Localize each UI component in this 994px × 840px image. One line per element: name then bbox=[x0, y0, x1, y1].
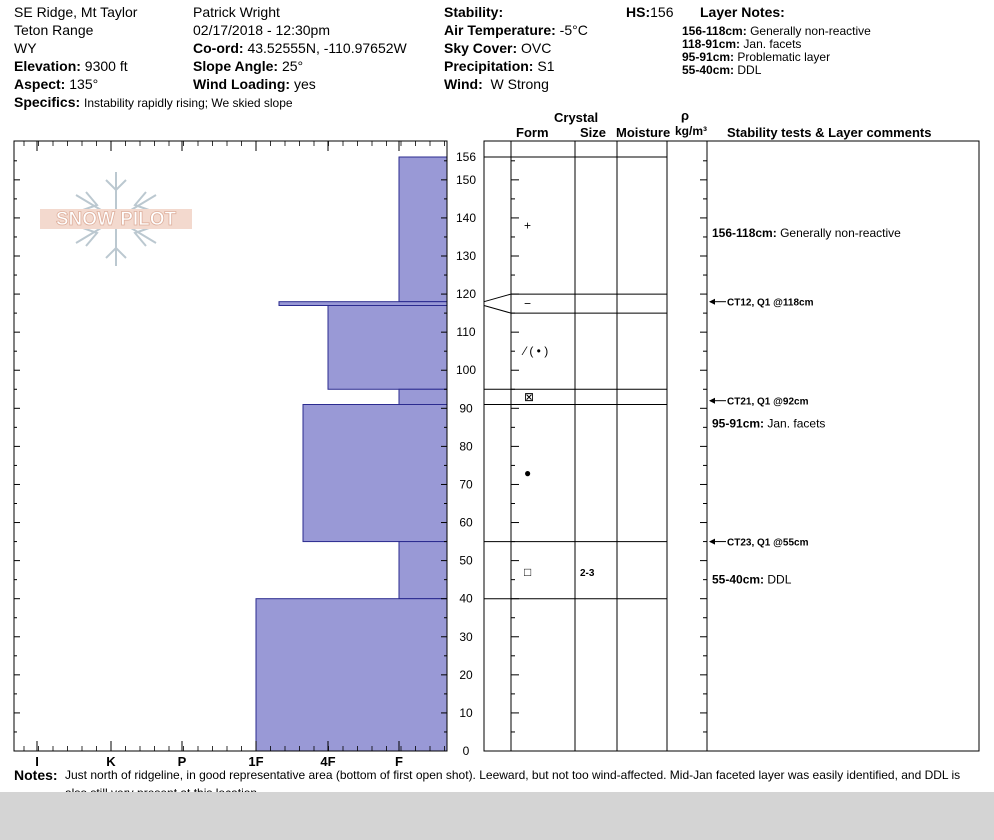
grain-form-symbol: − bbox=[524, 296, 532, 311]
layer-note-range: 95-91cm: bbox=[682, 50, 735, 64]
layer-connector bbox=[484, 294, 511, 302]
logo-text: SNOW PILOT bbox=[55, 209, 177, 230]
elevation-label: Elevation: bbox=[14, 58, 81, 74]
layer-comment bbox=[712, 573, 792, 587]
height-tick-label: 150 bbox=[455, 172, 477, 187]
wind-label: Wind: bbox=[444, 76, 483, 92]
moisture-header: Moisture bbox=[616, 125, 671, 140]
bottom-gray-bar bbox=[0, 792, 994, 840]
height-tick-label: 0 bbox=[462, 744, 470, 758]
hardness-tick-label: K bbox=[106, 754, 116, 769]
height-tick-label: 10 bbox=[459, 705, 473, 720]
stability-test-label: CT12, Q1 @118cm bbox=[727, 297, 814, 309]
hardness-bar bbox=[399, 157, 447, 302]
layer-note-range: 55-40cm: bbox=[682, 63, 735, 77]
hs-value: 156 bbox=[650, 4, 674, 20]
height-tick-label: 120 bbox=[455, 287, 477, 302]
hardness-bar bbox=[399, 542, 447, 599]
specifics-value: Instability rapidly rising; We skied slope bbox=[84, 96, 293, 110]
layer-note-range: 118-91cm: bbox=[682, 37, 741, 51]
air-temp-value: -5°C bbox=[559, 22, 588, 38]
stability-comments-header: Stability tests & Layer comments bbox=[727, 125, 932, 140]
form-header: Form bbox=[516, 125, 549, 140]
height-tick-label: 70 bbox=[459, 477, 473, 492]
snowpilot-logo bbox=[40, 172, 192, 266]
precip-value: S1 bbox=[537, 58, 555, 74]
layer-note-text: Problematic layer bbox=[737, 50, 831, 64]
grain-size-label: 2-3 bbox=[580, 568, 595, 580]
hardness-tick-label: 4F bbox=[320, 754, 336, 769]
elevation-value: 9300 ft bbox=[84, 58, 128, 74]
stability-test-label: CT23, Q1 @55cm bbox=[727, 537, 809, 549]
aspect-label: Aspect: bbox=[14, 76, 66, 92]
height-tick-label: 90 bbox=[459, 401, 473, 416]
hardness-bar bbox=[303, 405, 447, 542]
sky-value: OVC bbox=[521, 40, 552, 56]
hardness-bars bbox=[256, 157, 447, 751]
wind-loading-label: Wind Loading: bbox=[193, 76, 291, 92]
height-tick-label: 40 bbox=[459, 591, 473, 606]
layer-note-text: Jan. facets bbox=[743, 37, 802, 51]
hardness-tick-label: I bbox=[35, 754, 39, 769]
hs-label: HS: bbox=[626, 4, 651, 20]
state: WY bbox=[14, 40, 37, 56]
notes-text-line1: Just north of ridgeline, in good representative area (bottom of first open shot). Leeward, but not too wind-affected. Mid-Jan faceted layer was easily identified, and DDL is bbox=[65, 768, 961, 782]
aspect-value: 135° bbox=[69, 76, 99, 92]
layer-comment-range: 156-118cm: bbox=[712, 226, 781, 241]
coord-value: 43.52555N, -110.97652W bbox=[247, 40, 407, 56]
grain-form-symbol: ● bbox=[524, 466, 532, 481]
hardness-bar bbox=[399, 389, 447, 404]
layer-connector bbox=[484, 306, 511, 314]
density-rho-header: ρ bbox=[681, 108, 690, 123]
height-tick-label: 110 bbox=[456, 325, 476, 340]
height-tick-label: 50 bbox=[459, 553, 473, 568]
height-tick-label: 156 bbox=[455, 150, 477, 164]
layer-comment-text: Generally non-reactive bbox=[780, 226, 901, 241]
height-tick-label: 130 bbox=[455, 249, 477, 263]
specifics-label: Specifics: bbox=[14, 94, 81, 110]
height-tick-label: 60 bbox=[459, 515, 473, 530]
grain-form-symbol: ⁄ ( • ) bbox=[524, 344, 549, 359]
layer-comment-text: DDL bbox=[767, 572, 792, 587]
grain-form-symbol: ⊠ bbox=[524, 389, 535, 404]
precip-label: Precipitation: bbox=[444, 58, 534, 74]
layer-comment bbox=[712, 417, 825, 431]
grain-form-symbol: □ bbox=[524, 565, 532, 580]
observer: Patrick Wright bbox=[193, 4, 280, 20]
arrow-head-icon bbox=[709, 299, 715, 305]
layer-notes-title: Layer Notes: bbox=[700, 4, 785, 20]
location-name: SE Ridge, Mt Taylor bbox=[14, 4, 138, 20]
layer-comment-range: 55-40cm: bbox=[712, 572, 768, 587]
size-header: Size bbox=[580, 125, 607, 140]
hardness-bar bbox=[279, 302, 447, 306]
arrow-head-icon bbox=[709, 539, 715, 545]
datetime: 02/17/2018 - 12:30pm bbox=[193, 22, 330, 38]
hardness-bar bbox=[328, 306, 447, 390]
stability-test-label: CT21, Q1 @92cm bbox=[727, 396, 809, 408]
hardness-tick-label: F bbox=[395, 754, 403, 769]
height-tick-label: 30 bbox=[459, 629, 473, 644]
sky-label: Sky Cover: bbox=[444, 40, 518, 56]
slope-label: Slope Angle: bbox=[193, 58, 279, 74]
crystal-header: Crystal bbox=[554, 110, 599, 125]
hardness-bar bbox=[256, 599, 447, 751]
arrow-head-icon bbox=[709, 398, 715, 404]
layer-comment-text: Jan. facets bbox=[767, 416, 826, 431]
grain-form-symbol: + bbox=[524, 218, 532, 233]
height-tick-label: 140 bbox=[455, 210, 477, 225]
mountain-range: Teton Range bbox=[14, 22, 94, 38]
layer-note-text: DDL bbox=[737, 63, 762, 77]
hardness-tick-label: P bbox=[177, 754, 187, 769]
air-temp-label: Air Temperature: bbox=[444, 22, 556, 38]
height-tick-label: 80 bbox=[459, 439, 473, 454]
notes-label: Notes: bbox=[14, 767, 58, 783]
coord-label: Co-ord: bbox=[193, 40, 244, 56]
slope-value: 25° bbox=[281, 58, 304, 74]
stability-label: Stability: bbox=[444, 4, 504, 20]
density-unit-header: kg/m³ bbox=[675, 124, 708, 138]
layer-comment-range: 95-91cm: bbox=[712, 416, 768, 431]
wind-value: W Strong bbox=[490, 76, 549, 92]
wind-loading-value: yes bbox=[293, 76, 316, 92]
layer-comment bbox=[712, 226, 901, 240]
hardness-tick-label: 1F bbox=[248, 754, 264, 769]
layer-note-text: Generally non-reactive bbox=[750, 24, 871, 38]
layer-note-range: 156-118cm: bbox=[682, 24, 747, 38]
height-tick-label: 20 bbox=[459, 667, 473, 682]
height-tick-label: 100 bbox=[455, 363, 477, 378]
